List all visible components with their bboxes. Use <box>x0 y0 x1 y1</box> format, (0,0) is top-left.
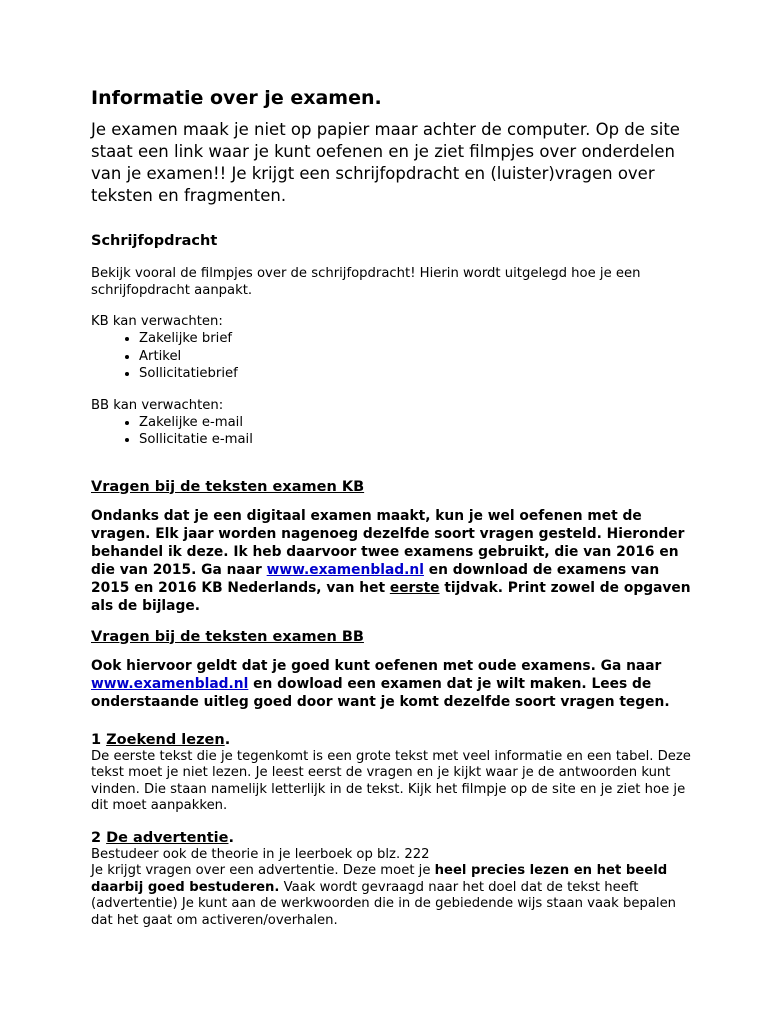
list-item: • Artikel <box>139 348 691 366</box>
bb-expect-label: BB kan verwachten: <box>91 397 224 413</box>
section-zoekend-lezen-text: De eerste tekst die je tegenkomt is een grote tekst met veel informatie en een tabel. Deze tekst moet je niet lezen. Je leest eerst de vragen en je kijkt waar je de antwoorden kunt vinden. Die staan namelijk letterlijk in de tekst. Kijk het filmpje op de site en je ziet hoe je dit moet aanpakken. <box>91 748 691 813</box>
list-item: • Zakelijke e-mail <box>139 414 691 432</box>
document-body <box>91 86 691 939</box>
examenblad-link[interactable]: www.examenblad.nl <box>91 675 249 692</box>
page-title: Informatie over je examen. <box>91 87 382 109</box>
kb-expect-label: KB kan verwachten: <box>91 314 223 329</box>
list-item: • Zakelijke brief <box>139 330 691 348</box>
examenblad-link[interactable]: www.examenblad.nl <box>266 561 424 578</box>
section-advertentie-heading: 2 De advertentie. <box>91 829 234 846</box>
section-zoekend-lezen-heading: 1 Zoekend lezen. <box>91 731 231 748</box>
kb-questions-text: Ondanks dat je een digitaal examen maakt, kun je wel oefenen met de vragen. Elk jaar worden nagenoeg dezelfde soort vragen gesteld. Hieronder behandel ik deze. Ik heb daarvoor twee examens gebruikt, die van 2016 en die van 2015. Ga naar www.examenblad.nl en download de examens van 2015 en 2016 KB Nederlands, van het eerste tijdvak. Print zowel de opgaven als de bijlage. <box>91 507 691 614</box>
schrijfopdracht-text: Bekijk vooral de filmpjes over de schrijfopdracht! Hierin wordt uitgelegd hoe je een schrijfopdracht aanpakt. <box>91 266 641 298</box>
list-item: • Sollicitatie e-mail <box>139 431 691 449</box>
section-advertentie-note: Bestudeer ook de theorie in je leerboek op blz. 222 <box>91 846 430 862</box>
bb-expect-list <box>91 414 691 449</box>
kb-questions-heading: Vragen bij de teksten examen KB <box>91 478 365 495</box>
schrijfopdracht-heading: Schrijfopdracht <box>91 233 218 249</box>
emphasis-eerste: eerste <box>389 579 440 596</box>
bb-questions-text: Ook hiervoor geldt dat je goed kunt oefenen met oude examens. Ga naar www.examenblad.nl en dowload een examen dat je wilt maken. Lees de onderstaande uitleg goed door want je komt dezelfde soort vragen tegen. <box>91 657 670 710</box>
list-item: • Sollicitatiebrief <box>139 365 691 383</box>
kb-expect-list <box>91 330 691 383</box>
intro-paragraph: Je examen maak je niet op papier maar achter de computer. Op de site staat een link waar je kunt oefenen en je ziet filmpjes over onderdelen van je examen!! Je krijgt een schrijfopdracht en (luister)vragen over teksten en fragmenten. <box>91 120 680 205</box>
section-advertentie-text: Je krijgt vragen over een advertentie. Deze moet je heel precies lezen en het beeld daarbij goed bestuderen. Vaak wordt gevraagd naar het doel dat de tekst heeft (advertentie) Je kunt aan de werkwoorden die in de gebiedende wijs staan vaak bepalen dat het gaat om activeren/overhalen. <box>91 863 677 928</box>
bb-questions-heading: Vragen bij de teksten examen BB <box>91 628 364 645</box>
